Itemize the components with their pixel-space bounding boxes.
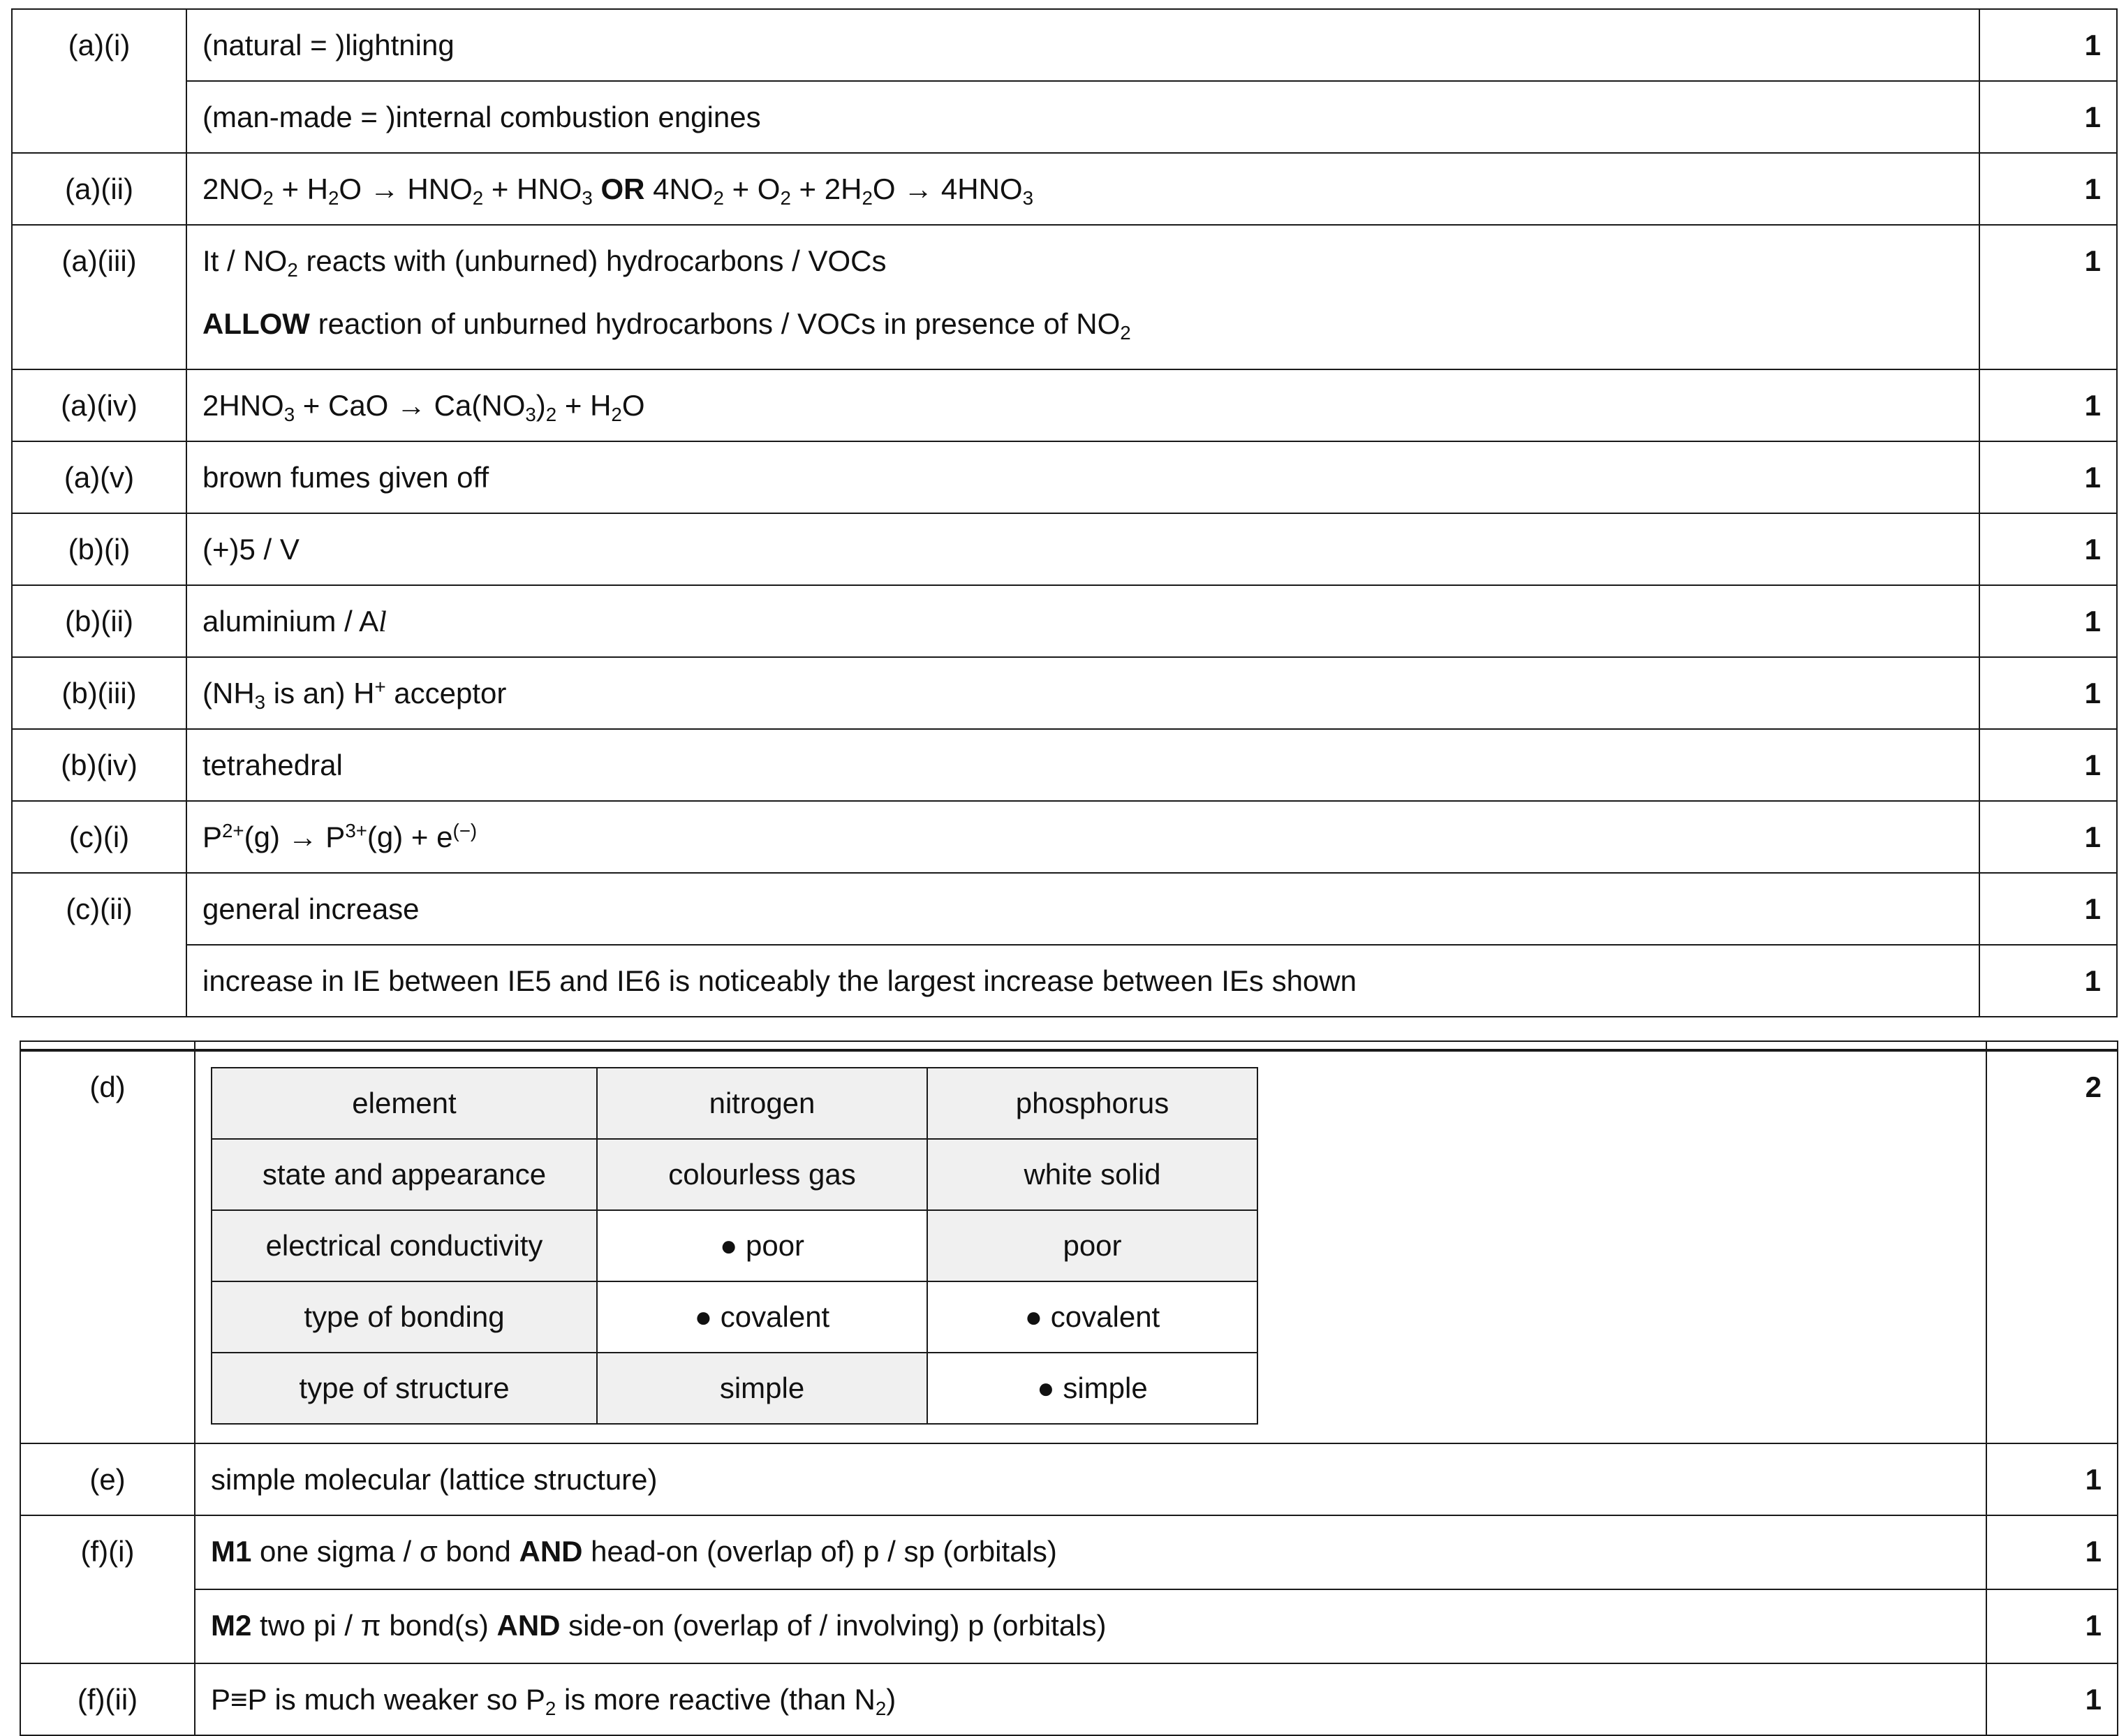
properties-cell: electrical conductivity [212, 1210, 597, 1281]
question-number: (a)(iv) [12, 369, 186, 441]
answer-cell: general increase [186, 873, 1979, 945]
properties-cell: type of bonding [212, 1281, 597, 1353]
properties-cell: state and appearance [212, 1139, 597, 1210]
question-number: (a)(ii) [12, 153, 186, 225]
answer-cell: $P^{2+}(g) \to P^{3+}(g) + e^{(-)}$ [186, 801, 1979, 873]
question-number: (f)(ii) [20, 1663, 195, 1735]
strip-cell [195, 1041, 1986, 1050]
table-row [12, 513, 2117, 585]
properties-row [212, 1353, 1257, 1424]
properties-cell: simple [597, 1353, 927, 1424]
mark-cell: 1 [1979, 657, 2117, 729]
table-row [12, 369, 2117, 441]
question-number: (a)(iii) [12, 225, 186, 369]
question-number: (c)(i) [12, 801, 186, 873]
properties-cell: phosphorus [927, 1068, 1257, 1139]
properties-table [211, 1067, 1258, 1425]
question-number: (a)(i) [12, 9, 186, 81]
properties-row [212, 1281, 1257, 1353]
answer-cell: (natural = )lightning [186, 9, 1979, 81]
answer-bullet-cell: ● simple [927, 1353, 1257, 1424]
mark-cell: 1 [1979, 369, 2117, 441]
answer-cell: ($NH_3$ is an) H+ acceptor [186, 657, 1979, 729]
table-row [20, 1515, 2118, 1589]
properties-row [212, 1139, 1257, 1210]
answer-cell: M1 one sigma / σ bond AND head-on (overlap of) p / sp (orbitals) [195, 1515, 1986, 1589]
question-number-empty [20, 1589, 195, 1663]
table-row [12, 81, 2117, 153]
answer-cell: aluminium / Al [186, 585, 1979, 657]
mark-cell: 1 [1979, 153, 2117, 225]
answer-bullet-cell: ● covalent [927, 1281, 1257, 1353]
answer-cell: $2HNO_3$ + CaO → $Ca(NO_3)_2 + H_2O$ [186, 369, 1979, 441]
properties-cell: element [212, 1068, 597, 1139]
question-number-empty [12, 81, 186, 153]
properties-row [212, 1210, 1257, 1281]
mark-cell: 1 [1979, 873, 2117, 945]
mark-cell: 2 [1986, 1050, 2118, 1443]
table-row [20, 1050, 2118, 1443]
answer-cell: increase in IE between IE5 and IE6 is noticeably the largest increase between IEs shown [186, 945, 1979, 1017]
answer-bullet-cell: ● poor [597, 1210, 927, 1281]
table-row [12, 441, 2117, 513]
table-row [12, 873, 2117, 945]
answer-cell: $2NO_2 + H_2O \to HNO_2 + HNO_3$ OR $4NO_2 + O_2 + 2H_2O \to 4HNO_3$ [186, 153, 1979, 225]
strip-cell [1986, 1041, 2118, 1050]
properties-cell: poor [927, 1210, 1257, 1281]
properties-cell: white solid [927, 1139, 1257, 1210]
answer-cell: It / $NO_2$ reacts with (unburned) hydrocarbons / VOCs ALLOW reaction of unburned hydrocarbons / VOCs in presence of $NO_2$ [186, 225, 1979, 369]
answer-cell: P≡P is much weaker so $P_2$ is more reactive (than $N_2$) [195, 1663, 1986, 1735]
mark-cell: 1 [1986, 1515, 2118, 1589]
table-row [12, 153, 2117, 225]
table-row [12, 225, 2117, 369]
table-row [12, 945, 2117, 1017]
question-number: (b)(i) [12, 513, 186, 585]
mark-scheme-table-1 [11, 8, 2118, 1017]
table-row [12, 9, 2117, 81]
properties-cell: type of structure [212, 1353, 597, 1424]
answer-cell: simple molecular (lattice structure) [195, 1443, 1986, 1515]
mark-cell: 1 [1979, 441, 2117, 513]
properties-row [212, 1068, 1257, 1139]
question-number: (e) [20, 1443, 195, 1515]
answer-bullet-cell: ● covalent [597, 1281, 927, 1353]
mark-cell: 1 [1979, 513, 2117, 585]
answer-cell: brown fumes given off [186, 441, 1979, 513]
properties-cell: colourless gas [597, 1139, 927, 1210]
mark-cell: 1 [1979, 945, 2117, 1017]
question-number: (b)(iv) [12, 729, 186, 801]
table-row [20, 1663, 2118, 1735]
table-row [20, 1589, 2118, 1663]
table-row [20, 1443, 2118, 1515]
table-row [12, 801, 2117, 873]
mark-cell: 1 [1979, 81, 2117, 153]
question-number: (d) [20, 1050, 195, 1443]
question-number: (f)(i) [20, 1515, 195, 1589]
answer-cell: (+)5 / V [186, 513, 1979, 585]
allow-note: ALLOW reaction of unburned hydrocarbons / VOCs in presence of $NO_2$ [202, 307, 1131, 344]
question-number: (c)(ii) [12, 873, 186, 945]
question-number: (a)(v) [12, 441, 186, 513]
properties-cell: nitrogen [597, 1068, 927, 1139]
table-row [12, 729, 2117, 801]
mark-cell: 1 [1986, 1589, 2118, 1663]
mark-cell: 1 [1979, 729, 2117, 801]
answer-cell: (man-made = )internal combustion engines [186, 81, 1979, 153]
mark-cell: 1 [1979, 225, 2117, 369]
mark-cell: 1 [1986, 1663, 2118, 1735]
mark-cell: 1 [1979, 9, 2117, 81]
mark-cell: 1 [1979, 585, 2117, 657]
mark-cell: 1 [1979, 801, 2117, 873]
mark-cell: 1 [1986, 1443, 2118, 1515]
answer-cell: M2 two pi / π bond(s) AND side-on (overlap of / involving) p (orbitals) [195, 1589, 1986, 1663]
answer-cell: tetrahedral [186, 729, 1979, 801]
question-number-empty [12, 945, 186, 1017]
question-number: (b)(iii) [12, 657, 186, 729]
table-header-strip [20, 1041, 2118, 1050]
answer-cell [195, 1050, 1986, 1443]
strip-cell [20, 1041, 195, 1050]
mark-scheme-table-2 [20, 1040, 2118, 1736]
table-row [12, 585, 2117, 657]
question-number: (b)(ii) [12, 585, 186, 657]
table-row [12, 657, 2117, 729]
